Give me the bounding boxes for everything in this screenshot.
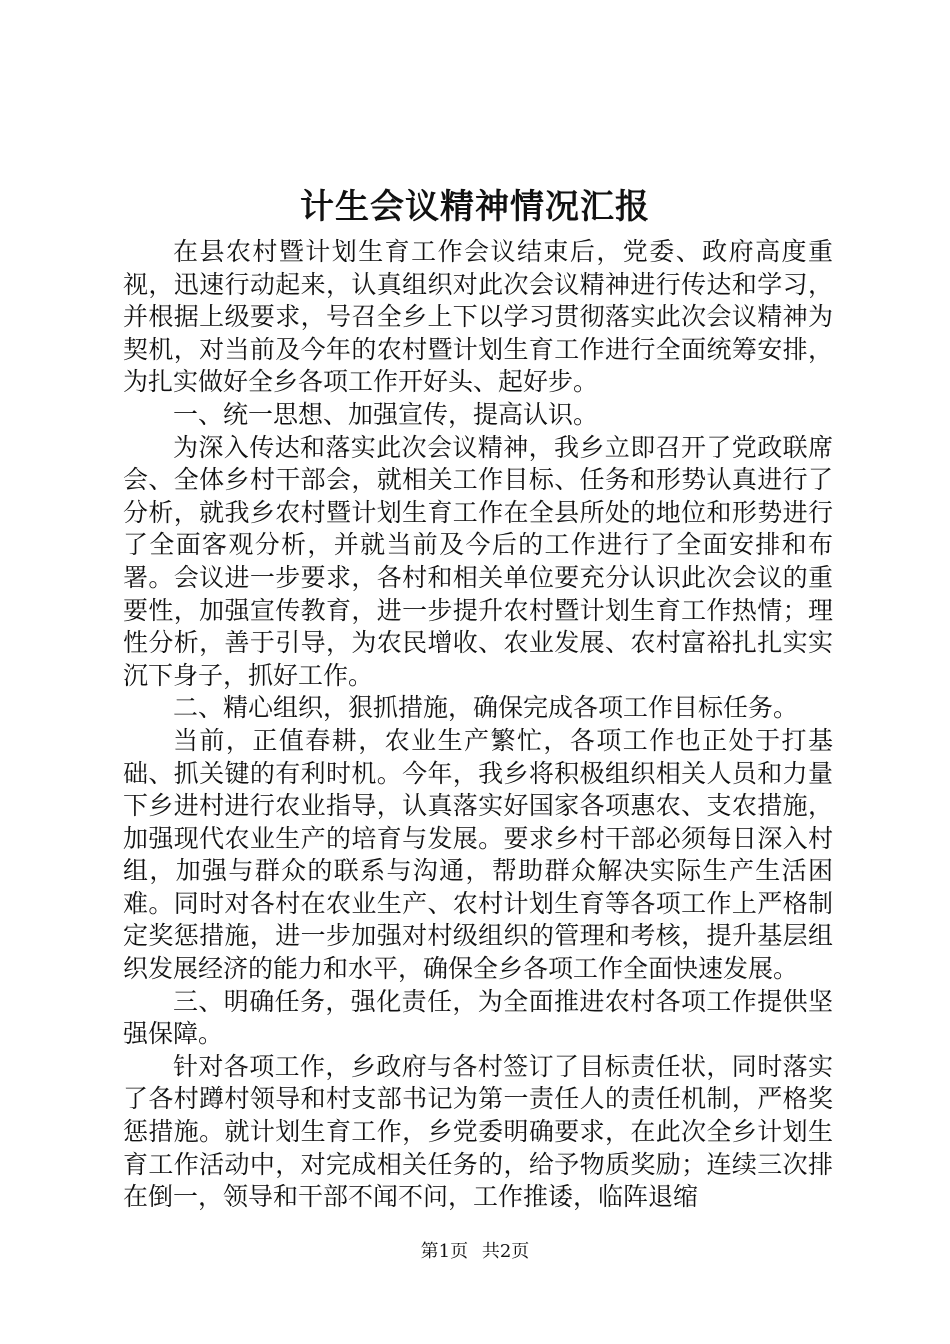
total-pages: 共2页 xyxy=(481,1241,530,1262)
document-body xyxy=(123,236,833,1214)
section-heading-1: 一、统一思想、加强宣传，提高认识。 xyxy=(173,399,599,429)
paragraph-intro: 在县农村暨计划生育工作会议结束后，党委、政府高度重视，迅速行动起来，认真组织对此次会议精神进行传达和学习，并根据上级要求，号召全乡上下以学习贯彻落实此次会议精神为契机，对当前及今年的农村暨计划生育工作进行全面统筹安排，为扎实做好全乡各项工作开好头、起好步。 xyxy=(123,237,833,397)
page-footer xyxy=(0,1240,950,1264)
page-number: 第1页 xyxy=(420,1241,469,1262)
paragraph-section-2: 当前，正值春耕，农业生产繁忙，各项工作也正处于打基础、抓关键的有利时机。今年，我乡将积极组织相关人员和力量下乡进村进行农业指导，认真落实好国家各项惠农、支农措施，加强现代农业生产的培育与发展。要求乡村干部必须每日深入村组，加强与群众的联系与沟通，帮助群众解决实际生产生活困难。同时对各村在农业生产、农村计划生育等各项工作上严格制定奖惩措施，进一步加强对村级组织的管理和考核，提升基层组织发展经济的能力和水平，确保全乡各项工作全面快速发展。 xyxy=(123,725,833,984)
paragraph-section-1: 为深入传达和落实此次会议精神，我乡立即召开了党政联席会、全体乡村干部会，就相关工作目标、任务和形势认真进行了分析，就我乡农村暨计划生育工作在全县所处的地位和形势进行了全面客观分析，并就当前及今后的工作进行了全面安排和布署。会议进一步要求，各村和相关单位要充分认识此次会议的重要性，加强宣传教育，进一步提升农村暨计划生育工作热情；理性分析，善于引导，为农民增收、农业发展、农村富裕扎扎实实沉下身子，抓好工作。 xyxy=(123,432,833,690)
paragraph-section-3: 针对各项工作，乡政府与各村签订了目标责任状，同时落实了各村蹲村领导和村支部书记为第一责任人的责任机制，严格奖惩措施。就计划生育工作，乡党委明确要求，在此次全乡计划生育工作活动中，对完成相关任务的，给予物质奖励；连续三次排在倒一，领导和干部不闻不问，工作推诿，临阵退缩 xyxy=(123,1051,833,1212)
section-heading-3: 三、明确任务，强化责任，为全面推进农村各项工作提供坚强保障。 xyxy=(123,986,833,1049)
section-heading-2: 二、精心组织，狠抓措施，确保完成各项工作目标任务。 xyxy=(173,693,799,723)
document-title: 计生会议精神情况汇报 xyxy=(300,187,650,227)
